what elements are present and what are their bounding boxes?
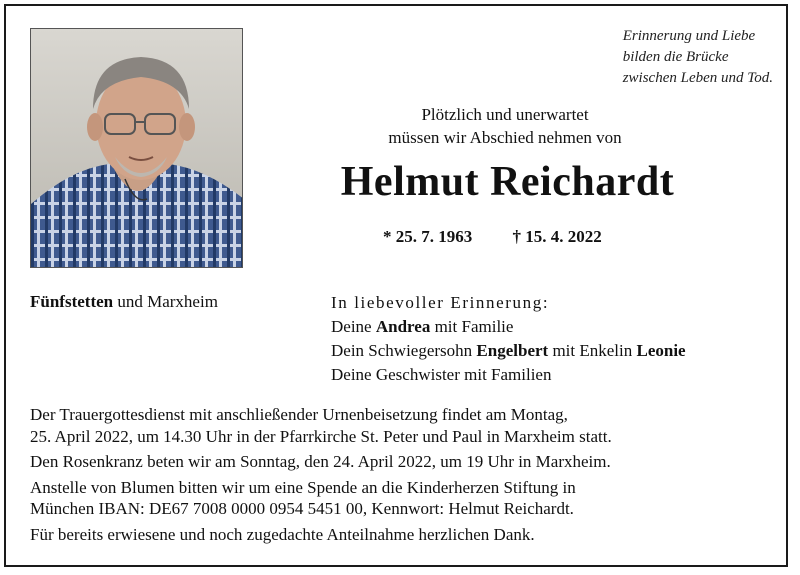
place-of-residence (30, 292, 218, 312)
place-primary: Fünfstetten (30, 292, 114, 311)
notice-line: Anstelle von Blumen bitten wir um eine Spende an die Kinderherzen Stiftung in (30, 477, 576, 497)
service-notice (30, 404, 780, 549)
notice-line: Der Trauergottesdienst mit anschließender Urnenbeisetzung findet am Montag, (30, 405, 568, 424)
death-date: † 15. 4. 2022 (512, 227, 602, 246)
intro-text (330, 103, 680, 149)
quote-line: bilden die Brücke (622, 49, 729, 65)
intro-line-1: Plötzlich und unerwartet (421, 105, 589, 124)
intro-line-2: müssen wir Abschied nehmen von (388, 128, 622, 147)
notice-paragraph: Den Rosenkranz beten wir am Sonntag, den 24. April 2022, um 19 Uhr in Marxheim. (30, 452, 611, 471)
mourner-text: Deine (331, 317, 376, 336)
place-secondary: und Marxheim (113, 292, 218, 311)
mourners-list (331, 291, 686, 387)
mourner-text: mit Enkelin (548, 341, 637, 360)
notice-paragraph: Für bereits erwiesene und noch zugedachte Anteilnahme herzlichen Dank. (30, 524, 535, 544)
notice-paragraph (30, 404, 780, 447)
mourner-line: Deine Geschwister mit Familien (331, 365, 552, 384)
notice-line: München IBAN: DE67 7008 0000 0954 5451 00, Kennwort: Helmut Reichardt. (30, 499, 574, 518)
mourner-name: Engelbert (476, 341, 549, 360)
portrait-photo (30, 28, 243, 268)
notice-paragraph (30, 477, 780, 520)
memorial-quote (623, 26, 773, 89)
quote-line: Erinnerung und Liebe (622, 28, 756, 44)
mourner-text: Dein Schwiegersohn (331, 341, 477, 360)
mourner-text: mit Familie (430, 317, 514, 336)
birth-date: * 25. 7. 1963 (383, 227, 473, 246)
mourner-line (331, 339, 686, 363)
mourners-header: In liebevoller Erinnerung: (331, 293, 550, 312)
life-dates (383, 227, 602, 247)
notice-line: 25. April 2022, um 14.30 Uhr in der Pfarrkirche St. Peter und Paul in Marxheim statt. (30, 426, 612, 446)
deceased-name: Helmut Reichardt (340, 159, 675, 205)
quote-line: zwischen Leben und Tod. (622, 70, 773, 86)
mourner-name: Leonie (636, 341, 686, 360)
mourner-name: Andrea (375, 317, 431, 336)
mourner-line (331, 315, 686, 339)
